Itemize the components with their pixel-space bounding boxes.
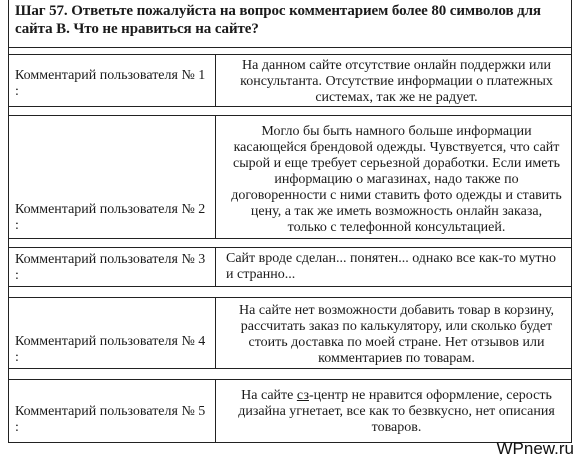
- spacer: [8, 239, 572, 247]
- comment-row-3: [8, 247, 572, 287]
- comment-text-underlined: сз: [296, 388, 309, 403]
- comment-text: На данном сайте отсутствие онлайн поддержки или консультанта. Отсутствие информации о платежных системах, так же не радует.: [240, 58, 553, 105]
- comment-label-text: Комментарий пользователя № 5 :: [15, 404, 206, 435]
- comment-label: [9, 298, 216, 368]
- spacer: [8, 107, 572, 115]
- comment-row-5: [8, 379, 572, 443]
- comment-text-part: -центр не нравится оформление, серость дизайна угнетает, все как то безвкусно, нет описания товаров.: [238, 388, 555, 435]
- comment-text-part: На сайте: [241, 388, 297, 403]
- spacer: [8, 287, 572, 297]
- document-page: [8, 0, 574, 461]
- comment-label: [9, 380, 216, 442]
- comment-row-4: [8, 297, 572, 369]
- comment-row-2: [8, 115, 572, 239]
- site-watermark: WPnew.ru: [496, 439, 574, 458]
- comment-row-1: [8, 54, 572, 107]
- question-title: Шаг 57. Ответьте пожалуйста на вопрос комментарием более 80 символов для сайта В. Что не нравиться на сайте?: [8, 0, 572, 48]
- comment-label-text: Комментарий пользователя № 1 :: [15, 68, 206, 99]
- spacer: [8, 369, 572, 379]
- comment-label: [9, 116, 216, 238]
- comment-label-text: Комментарий пользователя № 4 :: [15, 334, 206, 365]
- comment-text: На сайте нет возможности добавить товар в корзину, рассчитать заказ по калькулятору, или сколько будет стоить доставка по моей стране. Нет отзывов или комментариев по товарам.: [239, 303, 554, 366]
- comment-label: [9, 55, 216, 106]
- comment-text: Могло бы быть намного больше информации касающейся брендовой одежды. Чувствуется, что сайт сырой и еще требует серьезной доработки. Если иметь информацию о магазинах, надо также по договоренности с ними ставить фото одежды и ставить цену, а так же иметь возможность онлайн заказа, только с телефонной консультацией.: [231, 124, 562, 235]
- comment-label-text: Комментарий пользователя № 2 :: [15, 202, 206, 233]
- comment-text: [216, 380, 571, 442]
- comment-label: [9, 248, 216, 286]
- comment-label-text: Комментарий пользователя № 3 :: [15, 252, 206, 283]
- comment-text: Сайт вроде сделан... понятен... однако все как-то мутно и странно...: [226, 251, 557, 282]
